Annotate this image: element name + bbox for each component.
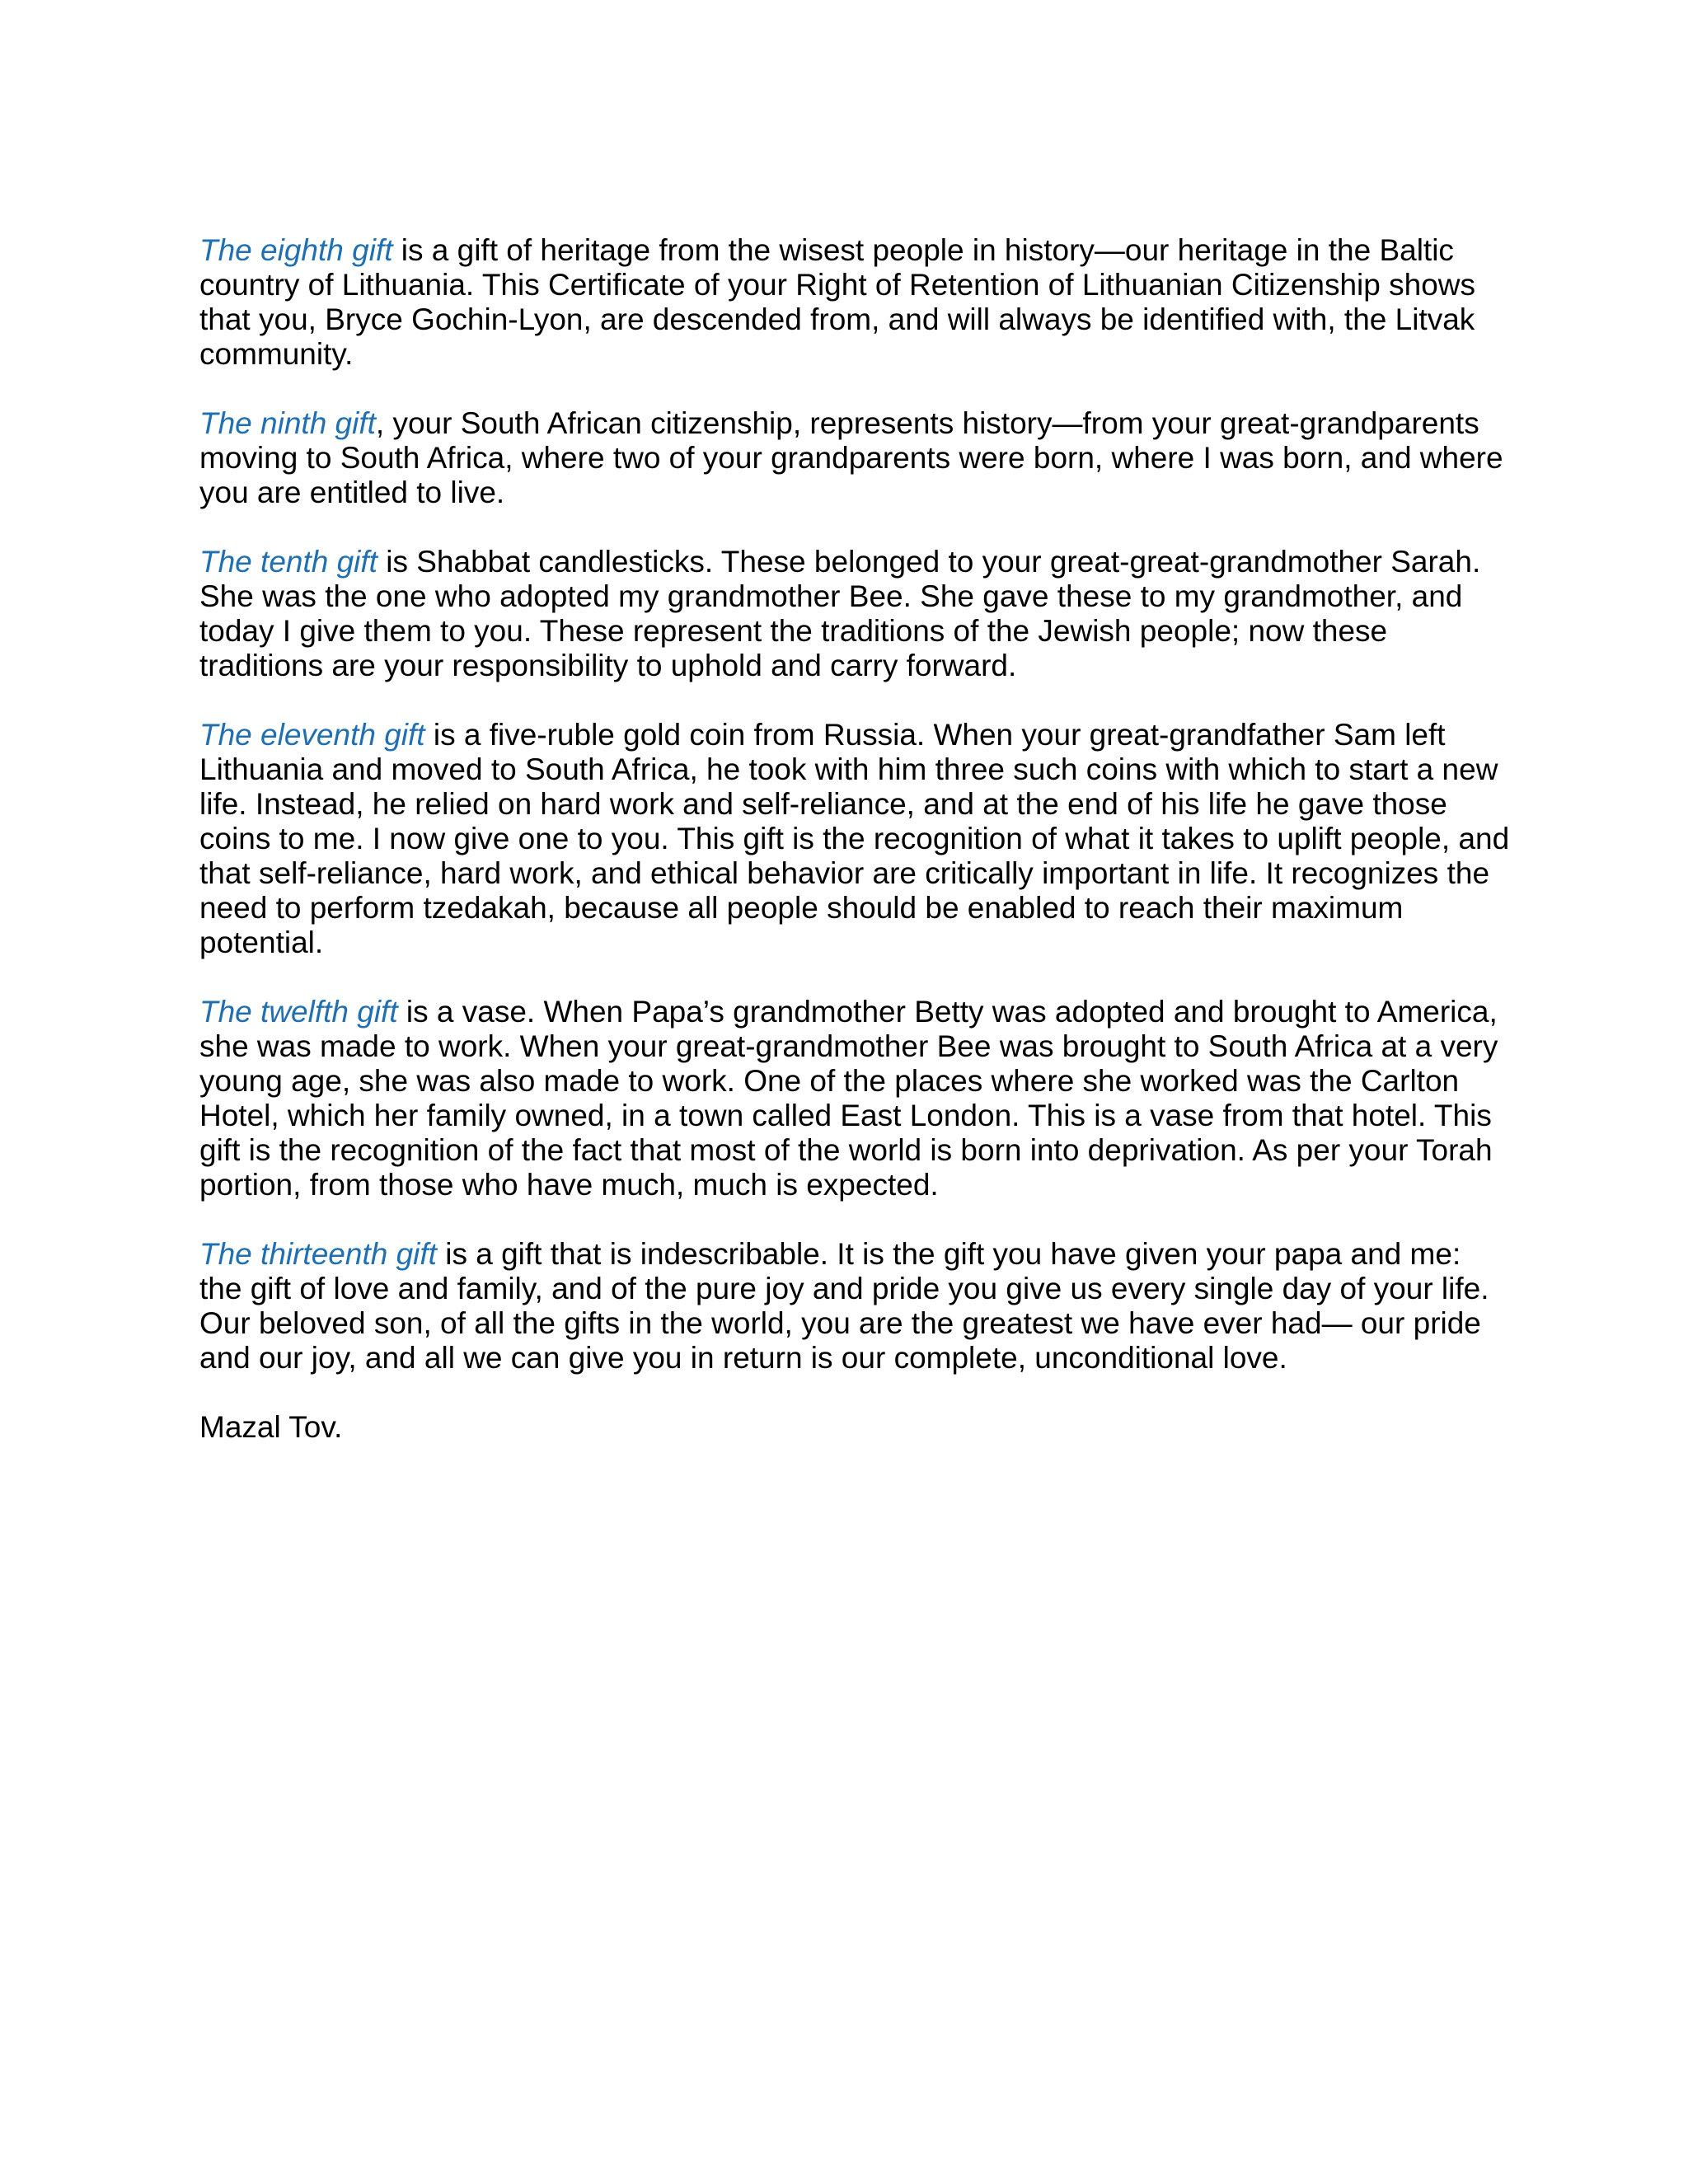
gift-body: is a five-ruble gold coin from Russia. When your great-grandfather Sam left Lithuania and moved to South Africa, he took with him three such coins with which to start a new life. Instead, he relied on hard work and self-reliance, and at the end of his life he gave those coins to me. I now give one to you. This gift is the recognition of what it takes to uplift people, and that self-reliance, hard work, and ethical behavior are critically important in life. It recognizes the need to perform tzedakah, because all people should be enabled to reach their maximum potential. — [199, 718, 1510, 959]
closing-line: Mazal Tov. — [199, 1410, 343, 1444]
gift-paragraph-ninth — [199, 406, 1510, 510]
gift-lead: The thirteenth gift — [199, 1237, 437, 1271]
letter-page — [199, 233, 1510, 1479]
gift-body: is a vase. When Papa’s grandmother Betty was adopted and brought to America, she was made to work. When your great-grandmother Bee was brought to South Africa at a very young age, she was also made to work. One of the places where she worked was the Carlton Hotel, which her family owned, in a town called East London. This is a vase from that hotel. This gift is the recognition of the fact that most of the world is born into deprivation. As per your Torah portion, from those who have much, much is expected. — [199, 995, 1498, 1202]
gift-paragraph-thirteenth — [199, 1237, 1510, 1376]
gift-body: is a gift of heritage from the wisest people in history—our heritage in the Baltic country of Lithuania. This Certificate of your Right of Retention of Lithuanian Citizenship shows that you, Bryce Gochin-Lyon, are descended from, and will always be identified with, the Litvak community. — [199, 233, 1476, 371]
gift-paragraph-eighth — [199, 233, 1510, 372]
gift-lead: The tenth gift — [199, 545, 377, 579]
gift-lead: The eleventh gift — [199, 718, 425, 752]
gift-paragraph-twelfth — [199, 995, 1510, 1202]
gift-body: is a gift that is indescribable. It is the gift you have given your papa and me: the gift of love and family, and of the pure joy and pride you give us every single day of your life. Our beloved son, of all the gifts in the world, you are the greatest we have ever had— our pride and our joy, and all we can give you in return is our complete, unconditional love. — [199, 1237, 1489, 1375]
gift-paragraph-tenth — [199, 545, 1510, 683]
gift-lead: The twelfth gift — [199, 995, 398, 1029]
gift-paragraph-eleventh — [199, 718, 1510, 960]
gift-body: , your South African citizenship, represents history—from your great-grandparents moving to South Africa, where two of your grandparents were born, where I was born, and where you are entitled to live. — [199, 406, 1503, 509]
gift-body: is Shabbat candlesticks. These belonged to your great-great-grandmother Sarah. She was the one who adopted my grandmother Bee. She gave these to my grandmother, and today I give them to you. These represent the traditions of the Jewish people; now these traditions are your responsibility to uphold and carry forward. — [199, 545, 1481, 682]
gift-lead: The ninth gift — [199, 406, 376, 440]
gift-lead: The eighth gift — [199, 233, 393, 267]
